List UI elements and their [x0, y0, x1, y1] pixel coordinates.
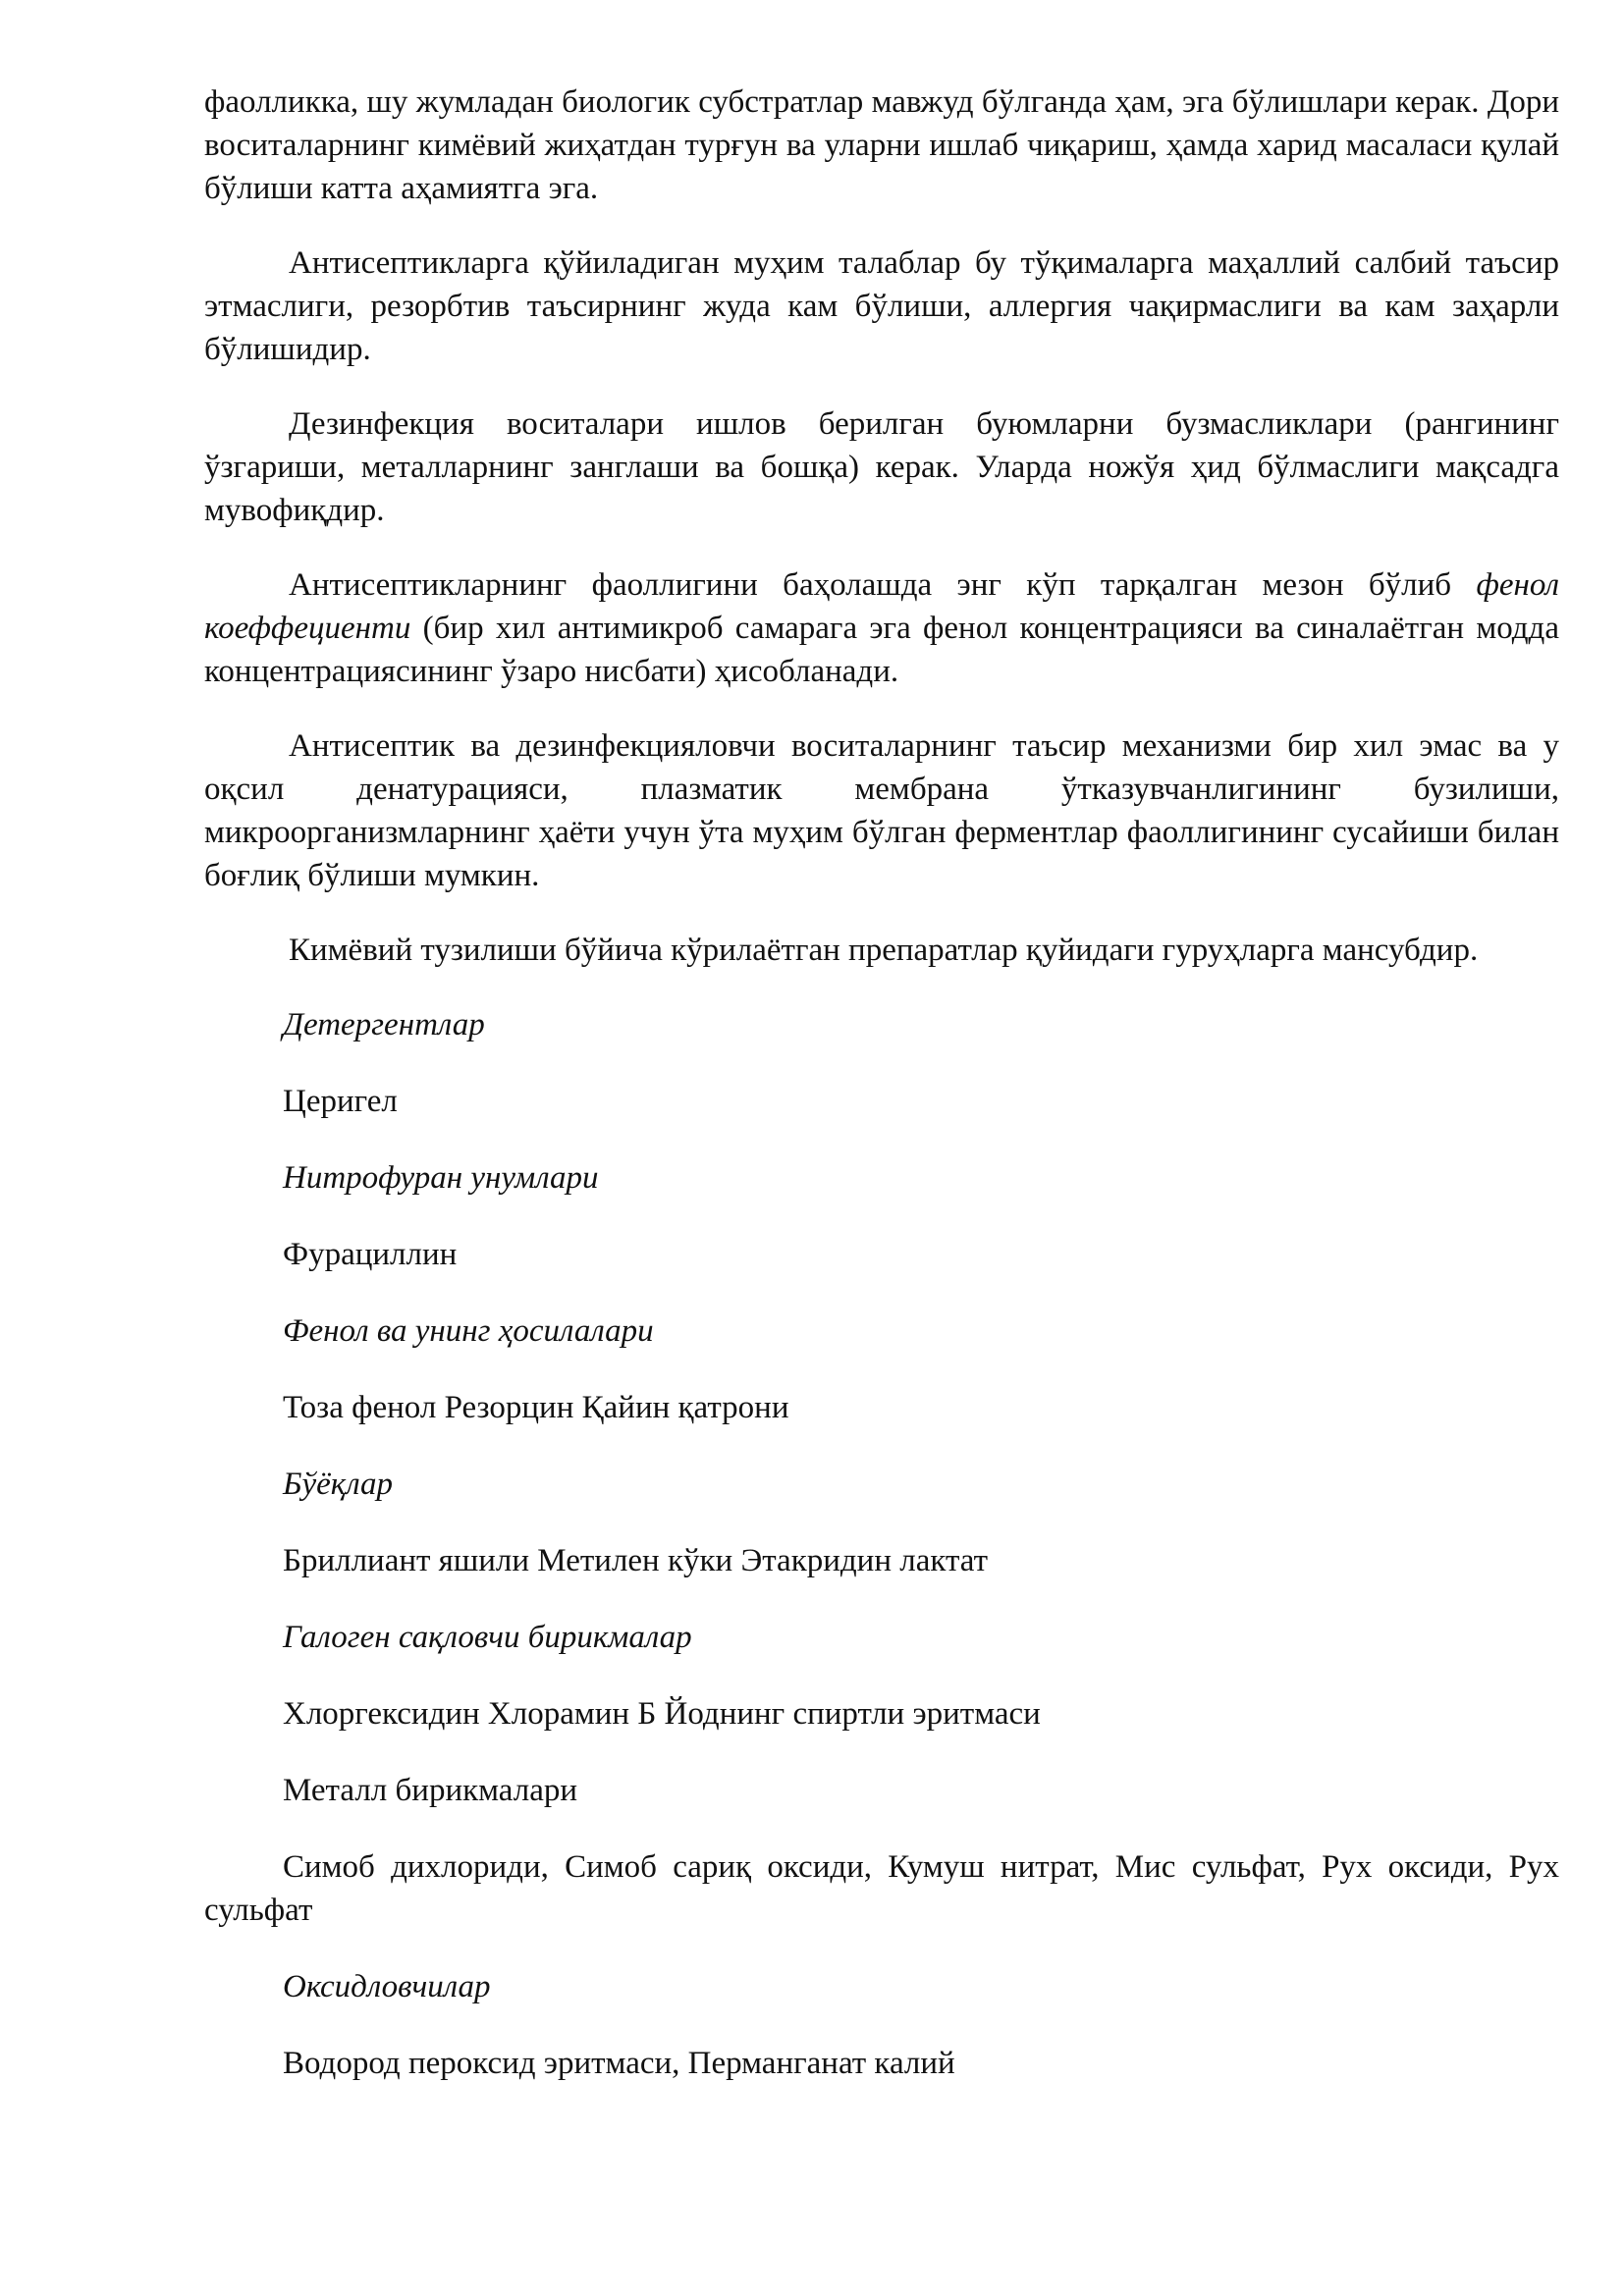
paragraph-antiseptic-requirements: Антисептикларга қўйиладиган муҳим талаблар бу тўқималарга маҳаллий салбий таъсир этмаслиги, резорбтив таъсирнинг жуда кам бўлиши, аллергия чақирмаслиги ва кам заҳарли бўлишидир. [204, 245, 1559, 367]
group-heading-nitrofuran: Нитрофуран унумлари [283, 1160, 599, 1196]
group-items-detergents: Церигел [283, 1084, 398, 1119]
group-heading-phenol: Фенол ва унинг ҳосилалари [283, 1313, 654, 1349]
paragraph-mechanism: Антисептик ва дезинфекцияловчи воситаларнинг таъсир механизми бир хил эмас ва у оқсил денатурацияси, плазматик мембрана ўтказувчанлигининг бузилиши, микроорганизмларнинг ҳаёти учун ўта муҳим бўлган ферментлар фаоллигининг сусайиши билан боғлиқ бўлиши мумкин. [204, 728, 1559, 893]
group-items-metal: Симоб дихлориди, Симоб сариқ оксиди, Кумуш нитрат, Мис сульфат, Рух оксиди, Рух сульфат [204, 1849, 1559, 1928]
phenol-coefficient-after: (бир хил антимикроб самарага эга фенол концентрацияси ва синалаётган модда концентрациясининг ўзаро нисбати) ҳисобланади. [204, 611, 1559, 689]
group-items-dyes: Бриллиант яшили Метилен кўки Этакридин лактат [283, 1543, 989, 1578]
paragraph-classification-intro: Кимёвий тузилиши бўйича кўрилаётган препаратлар қуйидаги гуруҳларга мансубдир. [289, 933, 1479, 968]
phenol-coefficient-before: Антисептикларнинг фаоллигини баҳолашда энг кўп тарқалган мезон бўлиб [289, 567, 1477, 603]
document-page [204, 80, 1559, 2118]
paragraph-continuation: фаолликка, шу жумладан биологик субстратлар мавжуд бўлганда ҳам, эга бўлишлари керак. Дори воситаларнинг кимёвий жиҳатдан турғун ва уларни ишлаб чиқариш, ҳамда харид масаласи қулай бўлиши катта аҳамиятга эга. [204, 84, 1559, 206]
phenol-coefficient-term: фенол коеффециенти [204, 567, 1559, 646]
group-items-phenol: Тоза фенол Резорцин Қайин қатрони [283, 1390, 789, 1425]
group-heading-dyes: Бўёқлар [283, 1467, 393, 1502]
paragraph-disinfection-requirements: Дезинфекция воситалари ишлов берилган буюмларни бузмасликлари (рангининг ўзгариши, металларнинг занглаши ва бошқа) керак. Уларда ножўя ҳид бўлмаслиги мақсадга мувофиқдир. [204, 406, 1559, 528]
paragraph-phenol-coefficient [204, 563, 1559, 693]
group-items-halogen: Хлоргексидин Хлорамин Б Йоднинг спиртли эритмаси [283, 1696, 1041, 1732]
group-items-oxidizers: Водород пероксид эритмаси, Перманганат калий [283, 2046, 955, 2081]
group-heading-metal: Металл бирикмалари [283, 1773, 578, 1808]
group-heading-oxidizers: Оксидловчилар [283, 1969, 491, 2004]
group-items-nitrofuran: Фурациллин [283, 1237, 458, 1272]
group-heading-halogen: Галоген сақловчи бирикмалар [283, 1620, 692, 1655]
group-heading-detergents: Детергентлар [283, 1007, 485, 1042]
